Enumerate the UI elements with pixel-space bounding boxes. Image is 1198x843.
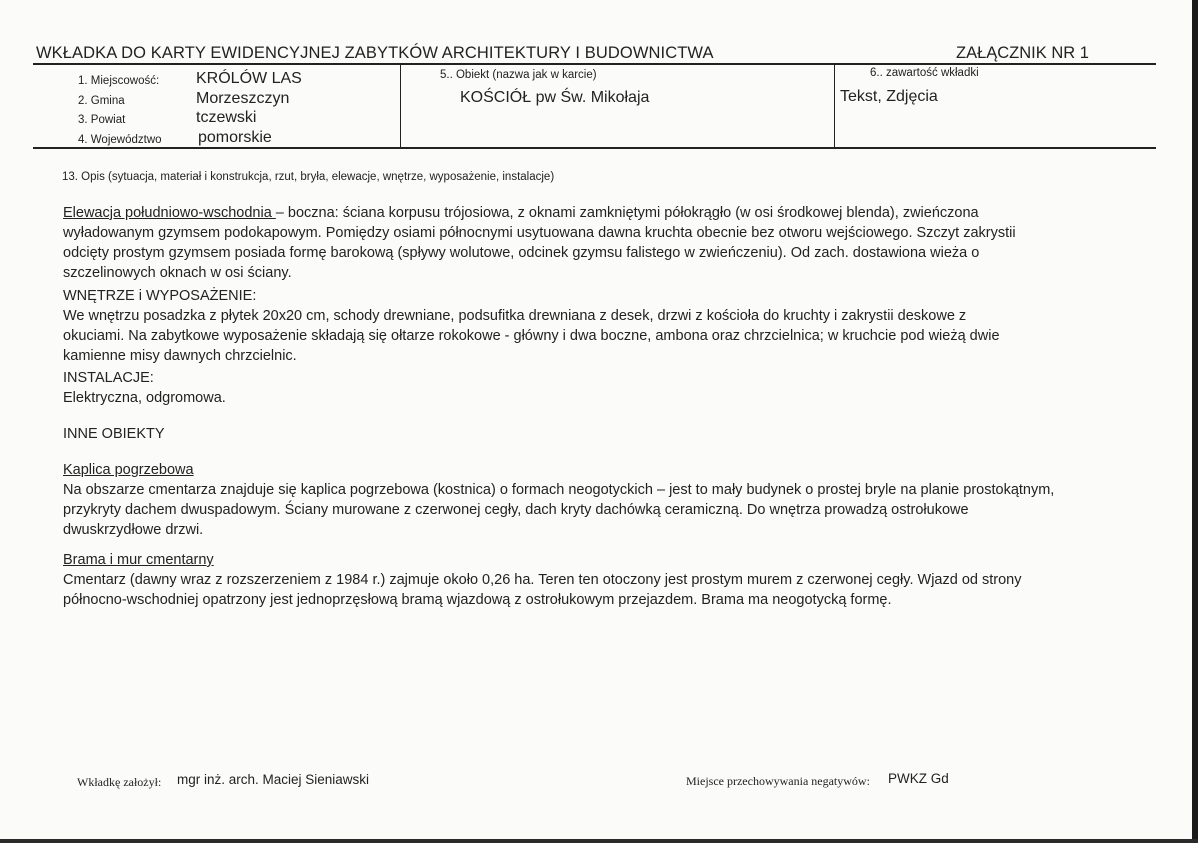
header-bottom-rule — [33, 147, 1156, 149]
contents-value: Tekst, Zdjęcia — [840, 88, 938, 105]
chapel-line: dwuskrzydłowe drzwi. — [63, 522, 204, 538]
object-label: 5.. Obiekt (nazwa jak w karcie) — [440, 69, 597, 81]
elevation-line: ściana korpusu trójosiowa, z oknami zamkniętymi półokrągło (w osi środkowej blenda), zwieńczona — [338, 205, 979, 221]
gate-line: Cmentarz (dawny wraz z rozszerzeniem z 1984 r.) zajmuje około 0,26 ha. Teren ten otoczony jest prostym murem z czerwonej cegły. Wjazd od strony — [63, 572, 1022, 588]
document-title: WKŁADKA DO KARTY EWIDENCYJNEJ ZABYTKÓW ARCHITEKTURY I BUDOWNICTWA — [36, 44, 714, 62]
contents-label: 6.. zawartość wkładki — [870, 67, 979, 79]
interior-heading: WNĘTRZE i WYPOSAŻENIE: — [63, 288, 257, 304]
chapel-paragraph — [63, 460, 1143, 540]
elevation-heading: Elewacja południowo-wschodnia — [63, 205, 276, 221]
elevation-paragraph — [63, 203, 1143, 283]
gate-paragraph — [63, 550, 1143, 610]
chapel-heading: Kaplica pogrzebowa — [63, 462, 194, 478]
storage-label: Miejsce przechowywania negatywów: — [686, 774, 870, 788]
column-divider-2 — [834, 64, 835, 148]
elevation-line: wyładowanym gzymsem podokapowym. Pomiędzy osiami północnymi usytuowana dawna kruchta obecnie bez otworu wejściowego. Szczyt zakrystii — [63, 225, 1016, 241]
interior-paragraph — [63, 286, 1143, 366]
location-label: 1. Miejscowość: — [78, 75, 160, 87]
county-value: tczewski — [196, 109, 257, 126]
elevation-line: szczelinowych oknach w osi ściany. — [63, 265, 292, 281]
interior-line: okuciami. Na zabytkowe wyposażenie składają się ołtarze rokokowe - główny i dwa boczne, ambona oraz chrzcielnica; w kruchcie pod wieżą dwie — [63, 328, 1000, 344]
gate-line: północno-wschodniej opatrzony jest jednoprzęsłową bramą wjazdową z ostrołukowym przejazdem. Brama ma neogotycką formę. — [63, 592, 892, 608]
installations-heading: INSTALACJE: — [63, 370, 154, 386]
object-value: KOŚCIÓŁ pw Św. Mikołaja — [460, 89, 650, 106]
elevation-dash: – boczna: — [275, 205, 339, 221]
chapel-line: Na obszarze cmentarza znajduje się kaplica pogrzebowa (kostnica) o formach neogotyckich – jest to mały budynek o prostej bryle na planie prostokątnym, — [63, 482, 1055, 498]
location-value: KRÓLÓW LAS — [196, 70, 302, 87]
scan-edge — [1192, 0, 1198, 843]
annex-number: ZAŁĄCZNIK NR 1 — [956, 44, 1089, 62]
installations-text: Elektryczna, odgromowa. — [63, 390, 226, 406]
description-section-label: 13. Opis (sytuacja, materiał i konstrukcja, rzut, bryła, elewacje, wnętrze, wyposażenie, instalacje) — [62, 171, 555, 183]
interior-line: We wnętrzu posadzka z płytek 20x20 cm, schody drewniane, podsufitka drewniana z desek, drzwi z kościoła do kruchty i zakrystii deskowe z — [63, 308, 967, 324]
header-top-rule — [33, 63, 1156, 65]
municipality-label: 2. Gmina — [78, 95, 125, 107]
chapel-line: przykryty dachem dwuspadowym. Ściany murowane z czerwonej cegły, dach kryty dachówką ceramiczną. Do wnętrza prowadzą ostrołukowe — [63, 502, 969, 518]
elevation-line: odcięty prostym gzymsem posiada formę barokową (spływy wolutowe, odcinek gzymsu falistego w zwieńczeniu). Od zach. dostawiona wieża o — [63, 245, 980, 261]
other-objects-heading: INNE OBIEKTY — [63, 426, 165, 442]
scan-edge-bottom — [0, 839, 1198, 843]
voivodeship-value: pomorskie — [198, 129, 272, 146]
author-name: mgr inż. arch. Maciej Sieniawski — [177, 772, 370, 787]
municipality-value: Morzeszczyn — [196, 90, 290, 107]
installations-paragraph — [63, 368, 1143, 408]
storage-value: PWKZ Gd — [888, 771, 949, 786]
county-label: 3. Powiat — [78, 114, 126, 126]
interior-line: kamienne misy dawnych chrzcielnic. — [63, 348, 297, 364]
column-divider-1 — [400, 64, 401, 148]
voivodeship-label: 4. Województwo — [78, 134, 162, 146]
gate-heading: Brama i mur cmentarny — [63, 552, 214, 568]
author-label: Wkładkę założył: — [77, 775, 162, 789]
